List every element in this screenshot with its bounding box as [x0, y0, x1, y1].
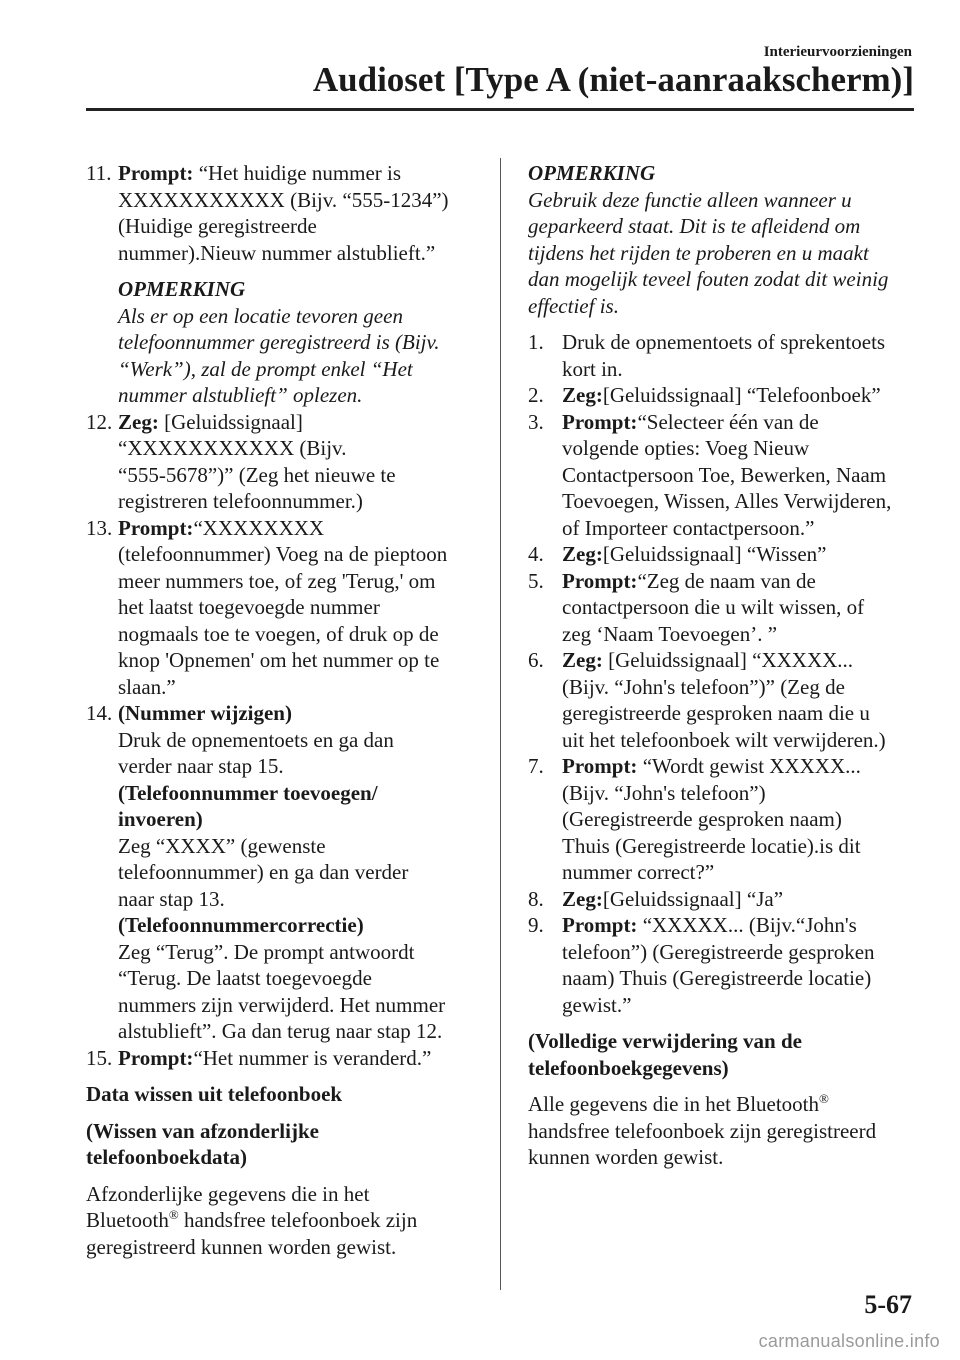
step-4 — [528, 541, 920, 568]
step-number: 1. — [528, 330, 544, 354]
step-2 — [528, 382, 920, 409]
right-column — [528, 160, 920, 1171]
step-label: Prompt: — [562, 409, 638, 434]
step-line: Zeg: [Geluidssignaal] “XXXXX... — [562, 648, 854, 672]
step-line: alstublieft”. Ga dan terug naar stap 12. — [118, 1019, 443, 1043]
column-divider — [500, 158, 501, 1290]
sub-section-heading: (Volledige verwijdering van de telefoonboekgegevens) — [528, 1029, 802, 1080]
left-column — [86, 160, 481, 1260]
note-line: tijdens het rijden te proberen en u maakt — [528, 240, 869, 265]
step-line: meer nummers toe, of zeg 'Terug,' om — [118, 568, 436, 593]
note-line: Als er op een locatie tevoren geen — [118, 303, 403, 328]
step-label: Zeg: — [562, 383, 603, 407]
step-14 — [86, 700, 481, 1045]
step-label: Zeg: — [562, 542, 603, 566]
sub-heading: (Telefoonnummer toevoegen/ — [118, 780, 378, 805]
step-line: Druk de opnementoets en ga dan — [118, 727, 394, 752]
step-9 — [528, 912, 920, 1018]
step-13 — [86, 515, 481, 701]
step-line: Contactpersoon Toe, Bewerken, Naam — [562, 462, 887, 487]
step-line: zeg ‘Naam Toevoegen’. ” — [562, 621, 778, 646]
step-number: 2. — [528, 383, 544, 407]
step-line: Zeg “XXXX” (gewenste — [118, 833, 326, 858]
step-line: (Huidige geregistreerde — [118, 214, 317, 238]
step-label: Prompt: — [118, 1045, 194, 1070]
step-line: gewist.” — [562, 992, 632, 1017]
step-line: nummer).Nieuw nummer alstublieft.” — [118, 240, 436, 265]
step-number: 12. — [86, 409, 113, 434]
note-line: nummer alstublieft” oplezen. — [118, 383, 363, 407]
step-number: 9. — [528, 913, 544, 937]
step-line: knop 'Opnemen' om het nummer op te — [118, 648, 440, 672]
step-line: (telefoonnummer) Voeg na de pieptoon — [118, 542, 448, 566]
step-number: 6. — [528, 648, 544, 672]
step-number: 11. — [86, 161, 112, 185]
step-15 — [86, 1045, 481, 1072]
step-number: 5. — [528, 568, 544, 593]
note-line: dan mogelijk teveel fouten zodat dit weinig — [528, 267, 889, 291]
step-line: slaan.” — [118, 674, 176, 699]
body-paragraph: Afzonderlijke gegevens die in het Bluetooth® handsfree telefoonboek zijn geregistreerd kunnen worden gewist. — [86, 1181, 418, 1259]
step-line: Prompt: “XXXXX... (Bijv.“John's — [562, 913, 857, 937]
step-line: volgende opties: Voeg Nieuw — [562, 436, 810, 460]
step-line: Prompt:“Het nummer is veranderd.” — [118, 1045, 432, 1070]
step-label: Prompt: — [562, 913, 638, 937]
step-line: telefoonnummer) en ga dan verder — [118, 860, 409, 884]
note-label: OPMERKING — [118, 277, 246, 301]
step-number: 14. — [86, 701, 113, 725]
page-title: Audioset [Type A (niet-aanraakscherm)] — [312, 60, 914, 99]
step-5 — [528, 568, 920, 648]
sub-section-heading: (Wissen van afzonderlijke telefoonboekdata) — [86, 1118, 319, 1169]
step-7 — [528, 753, 920, 886]
step-line: naam) Thuis (Geregistreerde locatie) — [562, 966, 872, 990]
step-3 — [528, 409, 920, 542]
step-line: verder naar stap 15. — [118, 754, 284, 778]
step-line: “Terug. De laatst toegevoegde — [118, 966, 372, 990]
step-line: geregistreerde gesproken naam die u — [562, 701, 870, 725]
step-line: Toevoegen, Wissen, Alles Verwijderen, — [562, 489, 892, 513]
step-line: XXXXXXXXXXX (Bijv. “555-1234”) — [118, 187, 449, 212]
registered-mark: ® — [819, 1091, 829, 1106]
step-line: nummers zijn verwijderd. Het nummer — [118, 992, 446, 1017]
step-line: kort in. — [562, 356, 623, 381]
sub-heading: invoeren) — [118, 807, 203, 831]
step-6 — [528, 647, 920, 753]
step-line: Druk de opnementoets of sprekentoets — [562, 330, 886, 354]
step-line: Thuis (Geregistreerde locatie).is dit — [562, 833, 861, 858]
step-1 — [528, 329, 920, 382]
body-paragraph: Alle gegevens die in het Bluetooth® handsfree telefoonboek zijn geregistreerd kunnen worden gewist. — [528, 1091, 877, 1169]
page-number: 5-67 — [864, 1290, 912, 1319]
step-line: “XXXXXXXXXXX (Bijv. — [118, 436, 347, 460]
step-line: (Bijv. “John's telefoon”)” (Zeg de — [562, 674, 845, 699]
step-line: uit het telefoonboek wilt verwijderen.) — [562, 727, 886, 752]
step-line: Zeg:[Geluidssignaal] “Telefoonboek” — [562, 383, 881, 407]
step-8 — [528, 886, 920, 913]
note-line: geparkeerd staat. Dit is te afleidend om — [528, 214, 861, 238]
step-number: 3. — [528, 409, 544, 434]
step-line: nummer correct?” — [562, 860, 715, 884]
step-label: Zeg: — [118, 409, 159, 434]
header-section: Interieurvoorzieningen — [763, 44, 912, 60]
step-line: (Geregistreerde gesproken naam) — [562, 807, 842, 831]
step-label: Prompt: — [562, 568, 638, 593]
step-line: (Bijv. “John's telefoon”) — [562, 780, 766, 805]
note-line: “Werk”), zal de prompt enkel “Het — [118, 356, 413, 381]
section-heading: Data wissen uit telefoonboek — [86, 1082, 343, 1106]
note-block — [86, 276, 481, 409]
step-number: 15. — [86, 1045, 113, 1070]
step-line: Zeg “Terug”. De prompt antwoordt — [118, 939, 415, 964]
step-label: Prompt: — [562, 754, 638, 778]
step-number: 8. — [528, 886, 544, 911]
step-line: Prompt: “Het huidige nummer is — [118, 161, 402, 185]
step-line: Zeg: [Geluidssignaal] — [118, 409, 303, 434]
step-line: registreren telefoonnummer.) — [118, 489, 363, 513]
step-12 — [86, 409, 481, 515]
step-line: Prompt: “Wordt gewist XXXXX... — [562, 754, 861, 778]
step-line: Prompt:“Selecteer één van de — [562, 409, 819, 434]
note-line: effectief is. — [528, 293, 619, 318]
step-number: 13. — [86, 515, 113, 540]
header-rule — [86, 108, 914, 111]
step-label: Prompt: — [118, 515, 194, 540]
sub-heading: (Nummer wijzigen) — [118, 701, 292, 725]
registered-mark: ® — [168, 1207, 179, 1222]
step-line: het laatst toegevoegde nummer — [118, 595, 380, 619]
step-number: 4. — [528, 542, 544, 566]
step-line: Prompt:“Zeg de naam van de — [562, 568, 816, 593]
step-line: Zeg:[Geluidssignaal] “Ja” — [562, 886, 784, 911]
watermark: carmanualsonline.info — [758, 1331, 940, 1351]
step-line: Zeg:[Geluidssignaal] “Wissen” — [562, 542, 827, 566]
note-label: OPMERKING — [528, 161, 656, 185]
step-line: contactpersoon die u wilt wissen, of — [562, 595, 865, 619]
note-line: Gebruik deze functie alleen wanneer u — [528, 187, 852, 212]
step-label: Prompt: — [118, 161, 194, 185]
step-line: telefoon”) (Geregistreerde gesproken — [562, 939, 875, 964]
step-label: Zeg: — [562, 886, 603, 911]
note-line: telefoonnummer geregistreerd is (Bijv. — [118, 330, 440, 354]
sub-heading: (Telefoonnummercorrectie) — [118, 913, 364, 937]
step-line: Prompt:“XXXXXXXX — [118, 515, 325, 540]
note-block — [528, 160, 920, 319]
step-line: “555-5678”)” (Zeg het nieuwe te — [118, 462, 396, 487]
step-11 — [86, 160, 481, 266]
step-line: naar stap 13. — [118, 886, 225, 911]
step-line: nogmaals toe te voegen, of druk op de — [118, 621, 439, 646]
step-number: 7. — [528, 754, 544, 778]
step-line: of Importeer contactpersoon.” — [562, 515, 815, 540]
step-label: Zeg: — [562, 648, 603, 672]
